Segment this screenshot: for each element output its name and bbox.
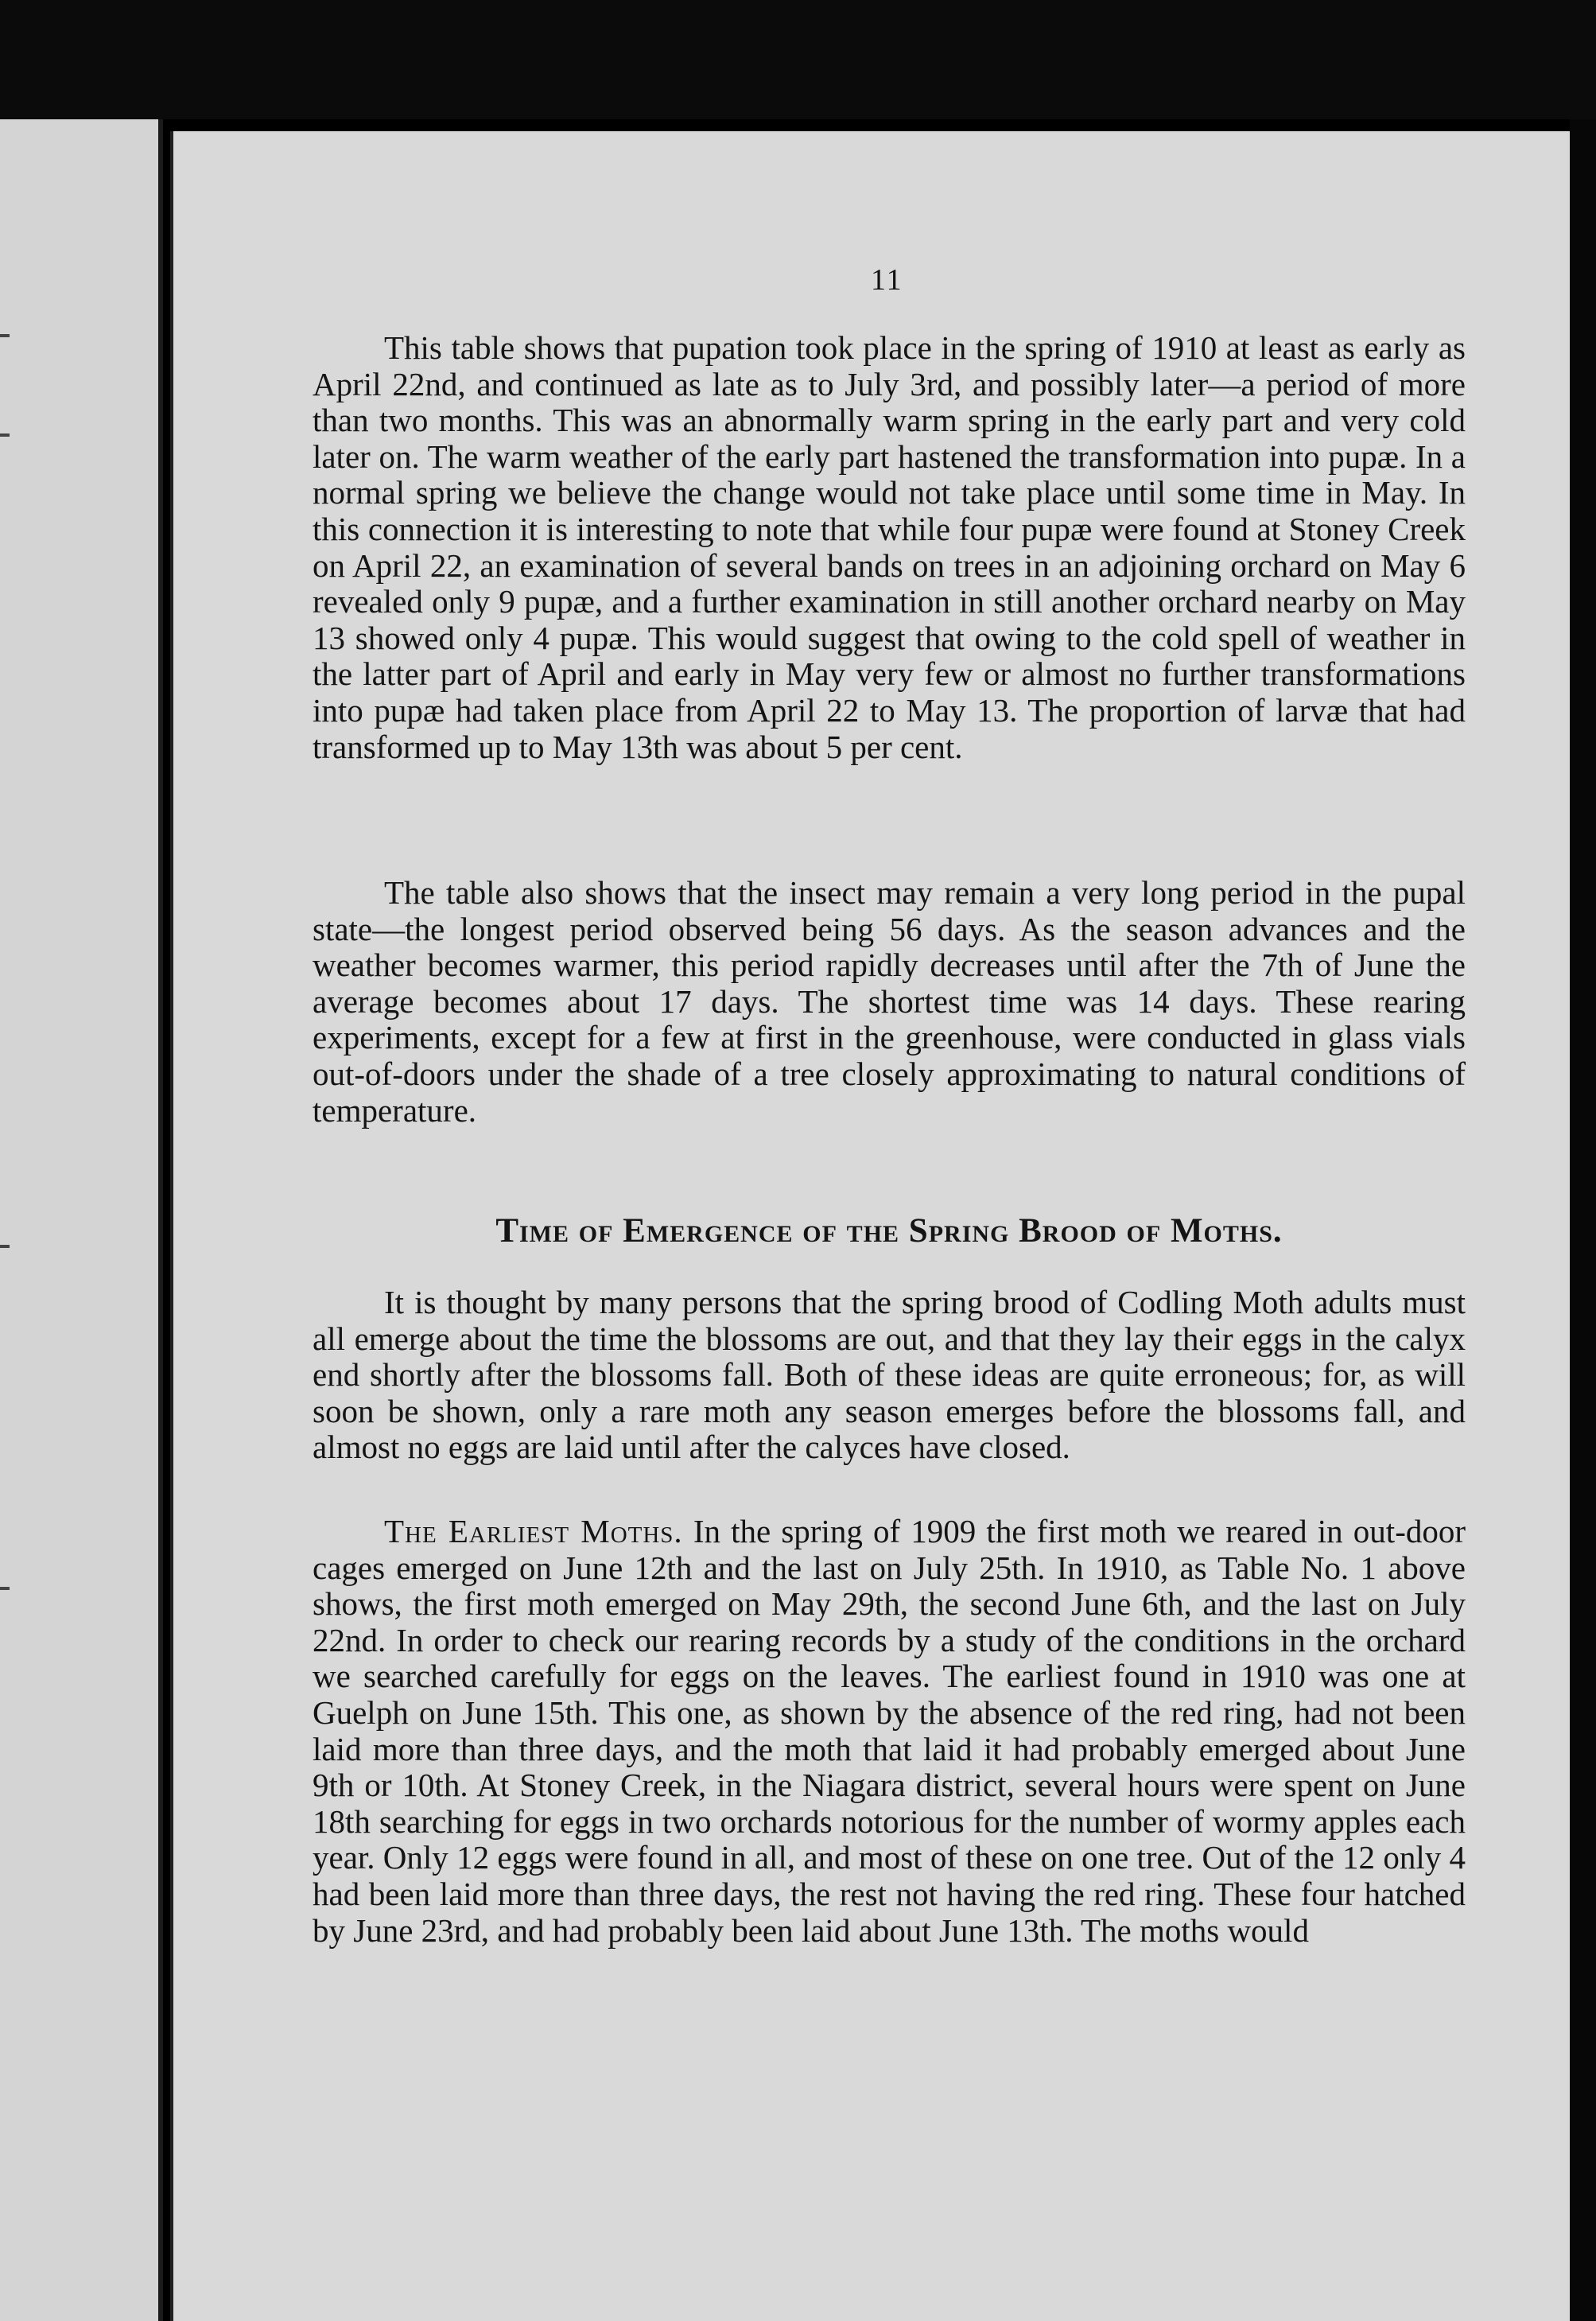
paragraph-body: In the spring of 1909 the first moth we reared in out-door cages emerged on June 12th and the last on July 25th. In 1910, as Table No. 1 above shows, the first moth emerged on May 29th, the second June 6th, and the last on July 22nd. In order to check our rearing records by a study of the conditions in the orchard we searched carefully for eggs on the leaves. The earliest found in 1910 was one at Guelph on June 15th. This one, as shown by the absence of the red ring, had not been laid more than three days, and the moth that laid it had probably emerged about June 9th or 10th. At Stoney Creek, in the Niagara district, several hours were spent on June 18th searching for eggs in two orchards notorious for the number of wormy apples each year. Only 12 eggs were found in all, and most of these on one tree. Out of the 12 only 4 had been laid more than three days, the rest not having the red ring. These four hatched by June 23rd, and had probably been laid about June 13th. The moths would	[313, 1513, 1466, 1949]
scan-top-background	[0, 0, 1596, 119]
edge-mark	[0, 1245, 10, 1248]
scan-right-background	[1570, 119, 1596, 2321]
edge-mark	[0, 334, 10, 337]
paragraph	[313, 1514, 1466, 1949]
edge-mark	[0, 433, 10, 437]
run-in-heading: The Earliest Moths.	[384, 1513, 683, 1549]
paragraph: This table shows that pupation took place in the spring of 1910 at least as early as April 22nd, and continued as late as to July 3rd, and possibly later—a period of more than two months. This was an abnormally warm spring in the early part and very cold later on. The warm weather of the early part hastened the transformation into pupæ. In a normal spring we believe the change would not take place until some time in May. In this connection it is interesting to note that while four pupæ were found at Stoney Creek on April 22, an examination of several bands on trees in an adjoining orchard on May 6 revealed only 9 pupæ, and a further examination in still another orchard nearby on May 13 showed only 4 pupæ. This would suggest that owing to the cold spell of weather in the latter part of April and early in May very few or almost no further transformations into pupæ had taken place from April 22 to May 13. The proportion of larvæ that had transformed up to May 13th was about 5 per cent.	[313, 329, 1466, 765]
section-heading: Time of Emergence of the Spring Brood of Moths.	[495, 1212, 1283, 1250]
edge-mark	[0, 1587, 10, 1590]
paragraph: The table also shows that the insect may remain a very long period in the pupal state—the longest period observed being 56 days. As the season advances and the weather becomes warmer, this period rapidly decreases until after the 7th of June the average becomes about 17 days. The shortest time was 14 days. These rearing experiments, except for a few at first in the greenhouse, were conducted in glass vials out-of-doors under the shade of a tree closely approximating to natural conditions of temperature.	[313, 874, 1466, 1129]
page-number: 11	[871, 263, 903, 297]
paragraph: It is thought by many persons that the spring brood of Codling Moth adults must all emerge about the time the blossoms are out, and that they lay their eggs in the calyx end shortly after the blossoms fall. Both of these ideas are quite erroneous; for, as will soon be shown, only a rare moth any season emerges before the blossoms fall, and almost no eggs are laid until after the calyces have closed.	[313, 1284, 1466, 1466]
previous-page-edge	[0, 119, 163, 2321]
